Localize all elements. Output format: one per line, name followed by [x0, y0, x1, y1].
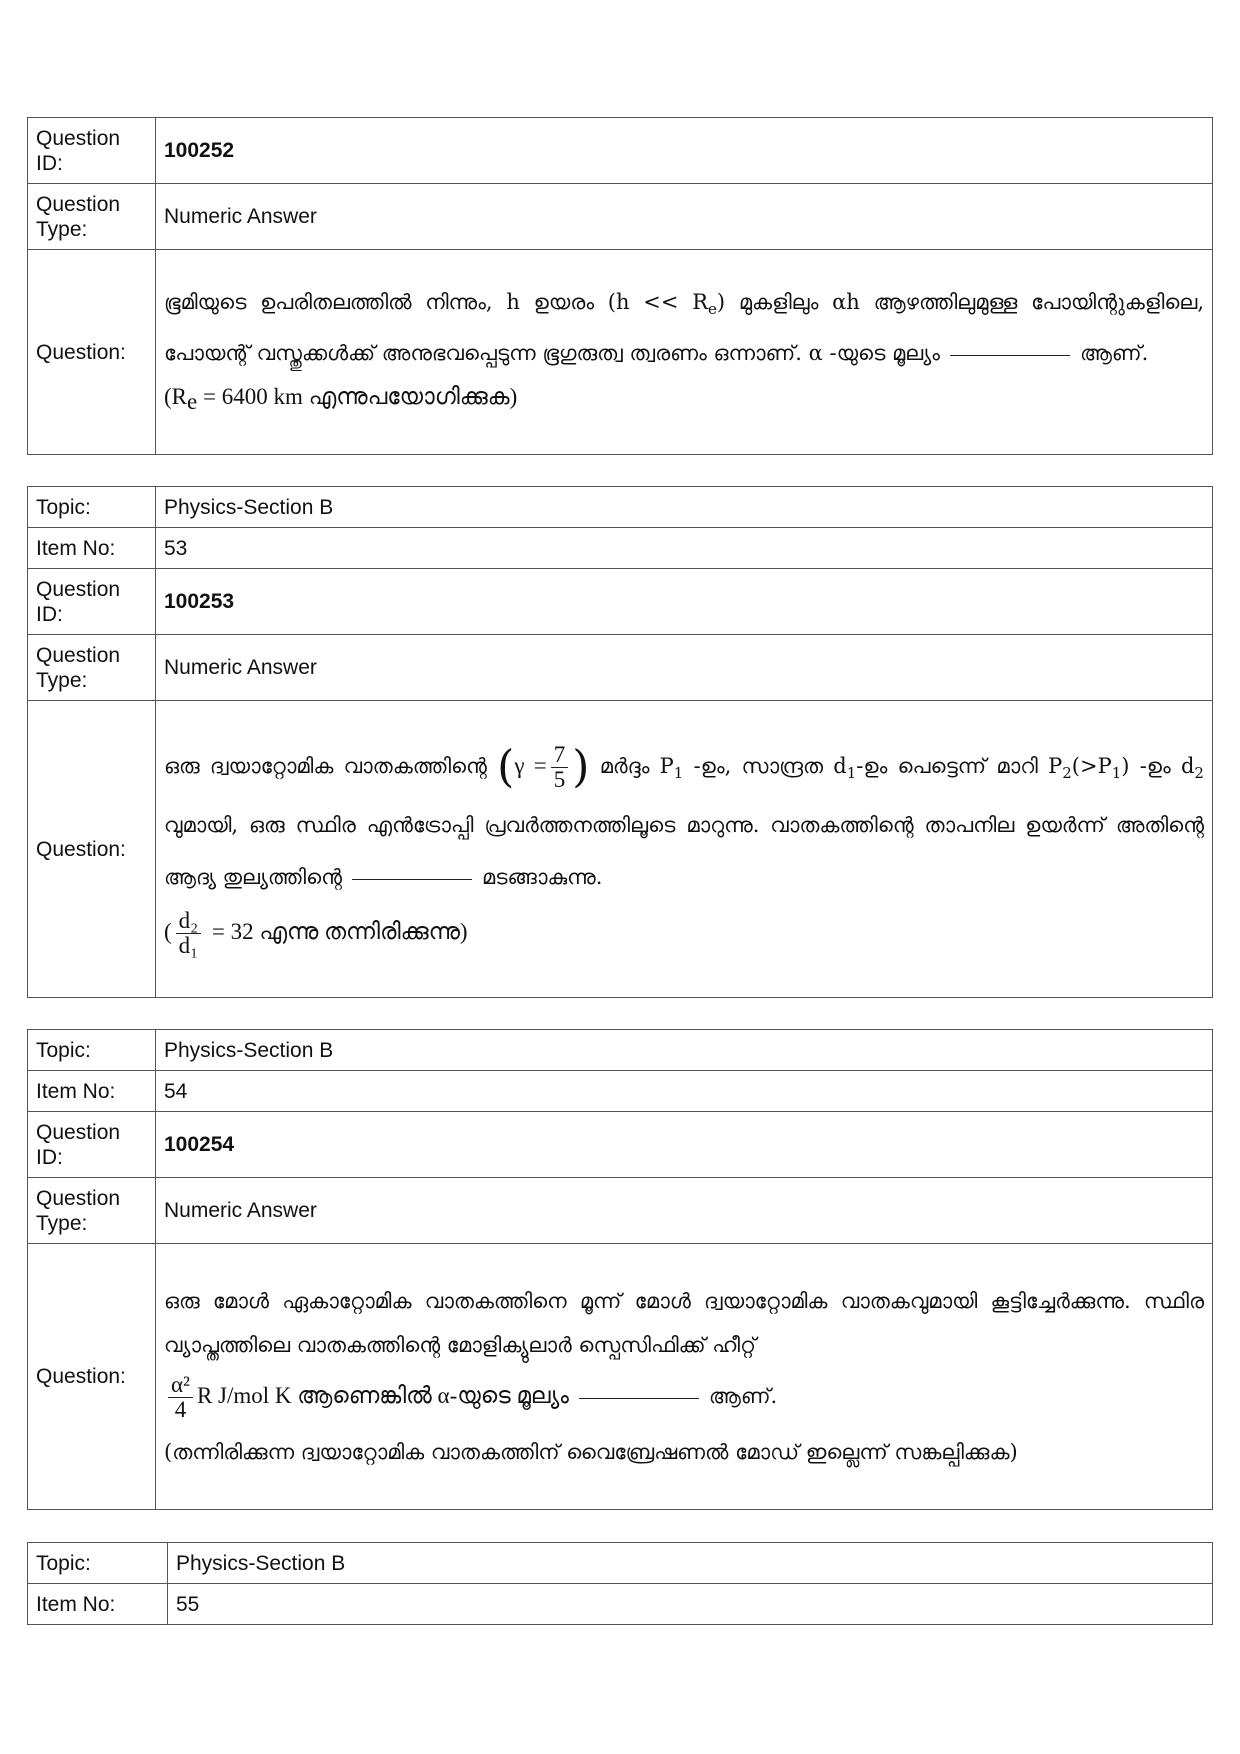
question-type-label: Question Type: [28, 635, 156, 701]
item-no-label: Item No: [28, 1584, 168, 1625]
item-no-label: Item No: [28, 528, 156, 569]
answer-blank [579, 1397, 699, 1399]
topic-value: Physics-Section B [156, 1030, 1213, 1071]
question-type-label: Question Type: [28, 184, 156, 250]
item-no-value: 55 [168, 1584, 1213, 1625]
question-text [156, 250, 1213, 455]
item-no-label: Item No: [28, 1071, 156, 1112]
question-id-label: Question ID: [28, 118, 156, 184]
question-text [156, 701, 1213, 998]
question-id-value: 100252 [156, 118, 1213, 184]
topic-label: Topic: [28, 487, 156, 528]
alpha-fraction: $\frac{\text{α²}}{4}$ [168, 1373, 193, 1422]
question-type-value: Numeric Answer [156, 635, 1213, 701]
gamma-fraction: $\frac{7}{5}$ [551, 743, 569, 792]
question-type-value: Numeric Answer [156, 1178, 1213, 1244]
question-body: ഒരു ദ്വയാറ്റോമിക വാതകത്തിന്റെ (γ = $\frac{7}{5}$ ) മർദ്ദം $P_1$ -ഉം, സാന്ദ്രത $d_1-ഉം$ പെട്ടെന്ന് മാറി $P_2(>P_1)$ -ഉം $d_2$ വുമായി, ഒരു സ്ഥിര എൻട്രോപ്പി പ്രവർത്തനത്തിലൂടെ മാറുന്നു. വാതകത്തിന്റെ താപനില ഉയർന്ന് അതിന്റെ ആദ്യ തുല്യത്തിന്റെ മടങ്ങാകുന്നു. [164, 741, 1204, 890]
question-id-label: Question ID: [28, 569, 156, 635]
topic-value: Physics-Section B [156, 487, 1213, 528]
question-note: ( $\frac{\text{d₂}}{\text{d₁}}$ = 32 എന്നു തന്നിരിക്കുന്നു) [164, 908, 468, 959]
answer-blank [950, 354, 1070, 356]
question-id-value: 100253 [156, 569, 1213, 635]
question-body: ഒരു മോൾ ഏകാറ്റോമിക വാതകത്തിനെ മൂന്ന് മോൾ ദ്വയാറ്റോമിക വാതകവുമായി കൂട്ടിച്ചേർക്കുന്നു. സ്ഥിര വ്യാപ്തത്തിലെ വാതകത്തിന്റെ മോളിക്യുലാർ സ്പെസിഫിക്ക് ഹീറ്റ് [164, 1289, 1204, 1357]
question-type-label: Question Type: [28, 1178, 156, 1244]
density-ratio-fraction: $\frac{\text{d₂}}{\text{d₁}}$ [176, 909, 202, 958]
answer-blank [352, 878, 472, 880]
question-formula: $\frac{\text{α²}}{4}$ R J/mol K ആണെങ്കിൽ α-യുടെ മൂല്യം ആണ്. [164, 1373, 1204, 1422]
question-type-value: Numeric Answer [156, 184, 1213, 250]
question-note: (തന്നിരിക്കുന്ന ദ്വയാറ്റോമിക വാതകത്തിന് വൈബ്രേഷണൽ മോഡ് ഇല്ലെന്ന് സങ്കല്പിക്കുക) [164, 1440, 1018, 1464]
question-id-label: Question ID: [28, 1112, 156, 1178]
topic-value: Physics-Section B [168, 1543, 1213, 1584]
question-table-55 [27, 1542, 1213, 1625]
question-body: ഭൂമിയുടെ ഉപരിതലത്തിൽ നിന്നും, h ഉയരം $(h << R_e)$ മുകളിലും αh ആഴത്തിലുമുള്ള പോയിന്റുകളിലെ, പോയന്റ് വസ്തുക്കൾക്ക് അനുഭവപ്പെടുന്ന ഭൂഗുരുത്വ ത്വരണം ഒന്നാണ്. α -യുടെ മൂല്യം ആണ്. [164, 289, 1205, 365]
question-text [156, 1244, 1213, 1510]
topic-label: Topic: [28, 1543, 168, 1584]
item-no-value: 53 [156, 528, 1213, 569]
question-table-100252 [27, 117, 1213, 455]
question-label: Question: [28, 1244, 156, 1510]
topic-label: Topic: [28, 1030, 156, 1071]
question-table-100254 [27, 1029, 1213, 1510]
question-label: Question: [28, 250, 156, 455]
question-note: ($R_e = 6400$ km എന്നുപയോഗിക്കുക) [164, 384, 518, 415]
question-id-value: 100254 [156, 1112, 1213, 1178]
question-label: Question: [28, 701, 156, 998]
question-table-100253 [27, 486, 1213, 998]
item-no-value: 54 [156, 1071, 1213, 1112]
